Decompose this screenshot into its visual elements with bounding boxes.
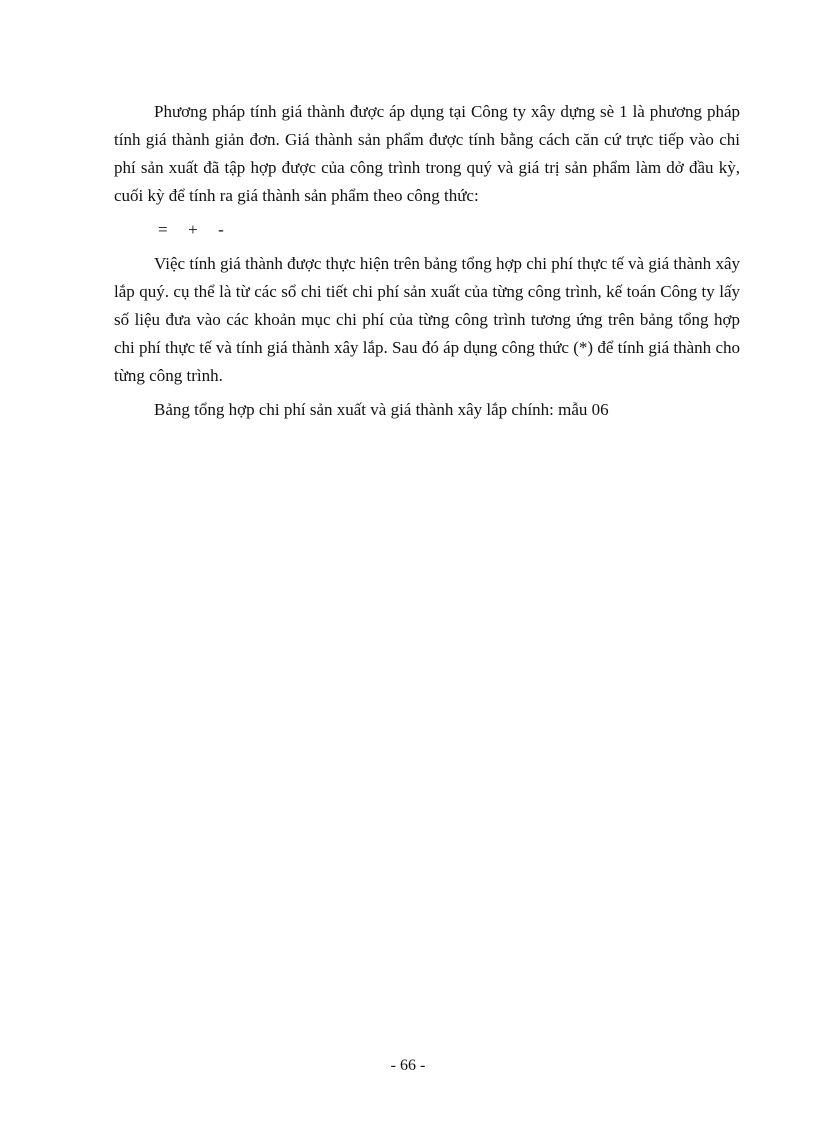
page-number: - 66 - [390, 1057, 426, 1074]
document-body [114, 98, 740, 424]
paragraph-summary-table-reference: Bảng tổng hợp chi phí sản xuất và giá thành xây lắp chính: mẫu 06 [154, 400, 609, 419]
paragraph-costing-method: Phương pháp tính giá thành được áp dụng tại Công ty xây dựng sè 1 là phương pháp tính giá thành giản đơn. Giá thành sản phẩm được tính bằng cách căn cứ trực tiếp vào chi phí sản xuất đã tập hợp được của công trình trong quý và giá trị sản phẩm làm dở đầu kỳ, cuối kỳ để tính ra giá thành sản phẩm theo công thức: [114, 102, 740, 205]
formula-line: = + - [158, 220, 224, 239]
paragraph-costing-process: Việc tính giá thành được thực hiện trên bảng tổng hợp chi phí thực tế và giá thành xây lắp quý. cụ thể là từ các sổ chi tiết chi phí sản xuất của từng công trình, kế toán Công ty lấy số liệu đưa vào các khoản mục chi phí của từng công trình tương ứng trên bảng tổng hợp chi phí thực tế và tính giá thành xây lắp. Sau đó áp dụng công thức (*) để tính giá thành cho từng công trình. [114, 254, 740, 385]
